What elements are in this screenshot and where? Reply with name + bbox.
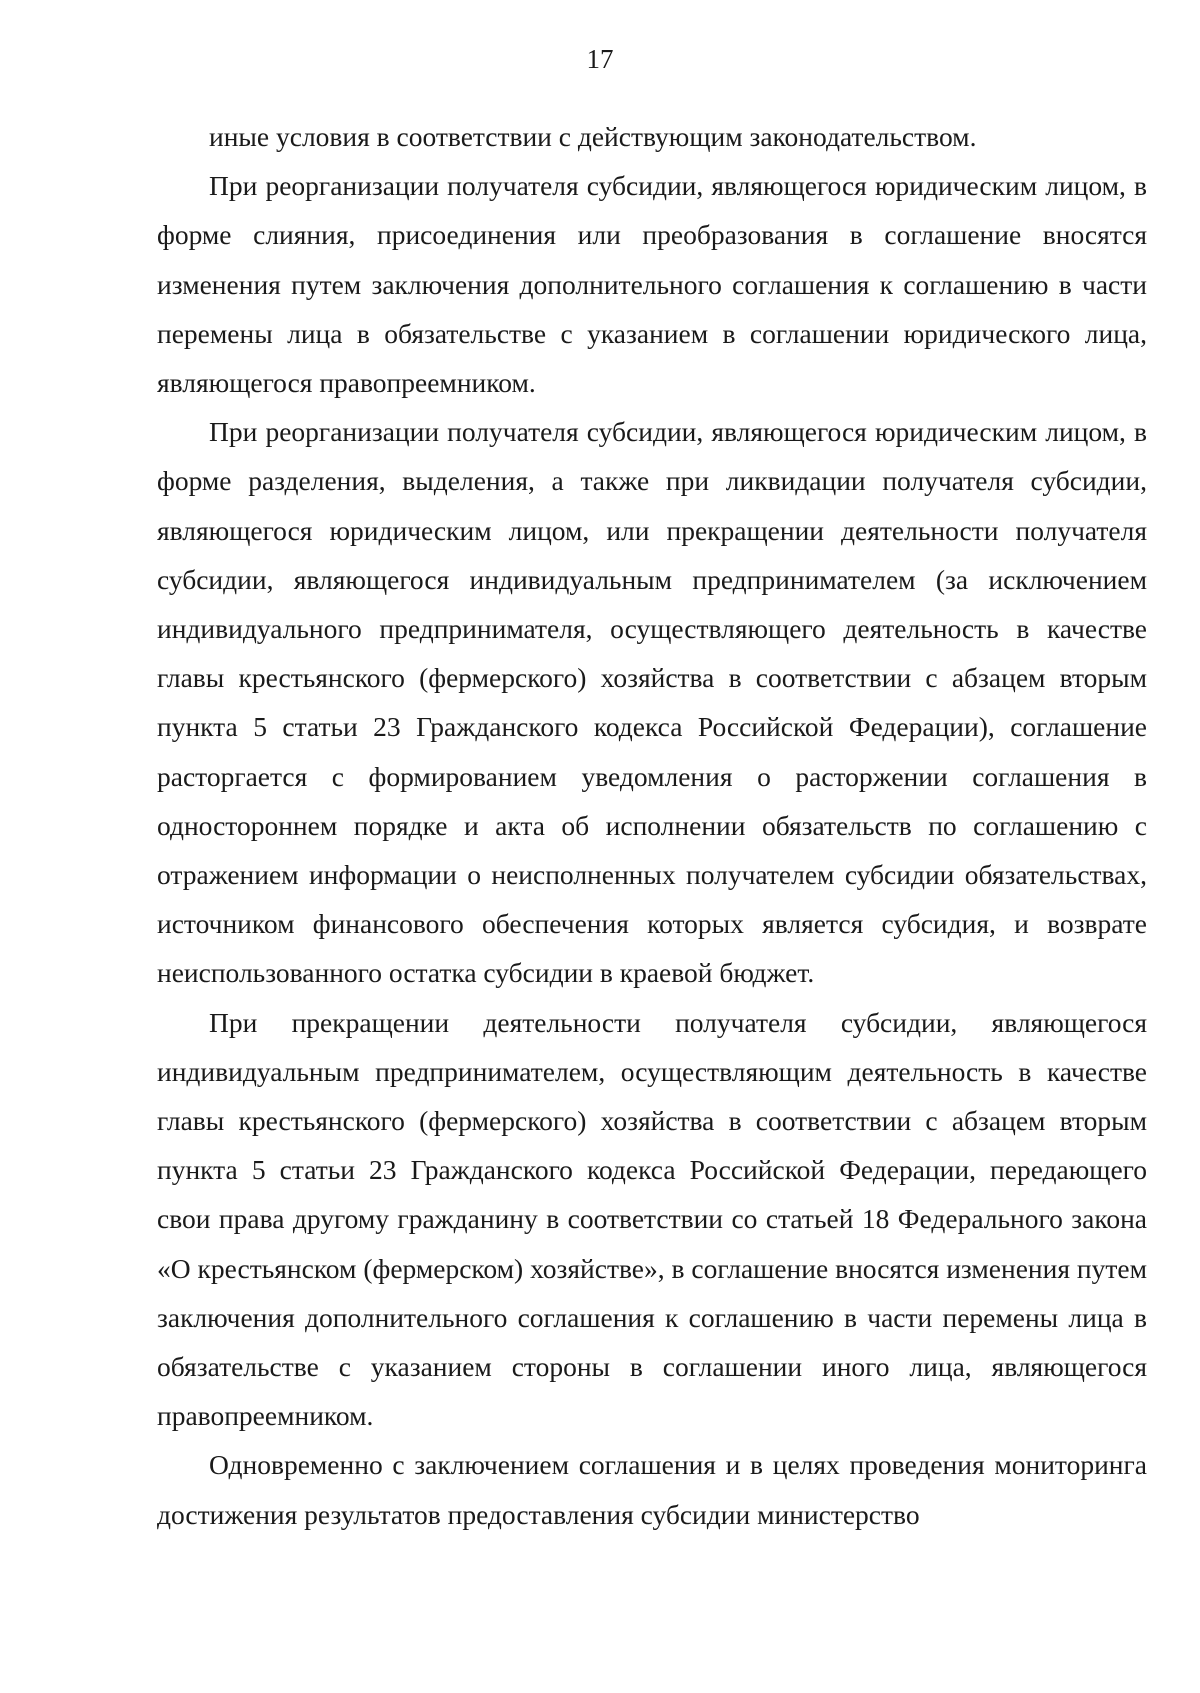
document-body <box>157 112 1147 1539</box>
paragraph-reorganization-merger: При реорганизации получателя субсидии, являющегося юридическим лицом, в форме слияния, присоединения или преобразования в соглашение вносятся изменения путем заключения дополнительного соглашения к соглашению в части перемены лица в обязательстве с указанием в соглашении юридического лица, являющегося правопреемником. <box>157 170 1147 399</box>
paragraph-continuation: иные условия в соответствии с действующим законодательством. <box>209 121 977 152</box>
paragraph-reorganization-division: При реорганизации получателя субсидии, являющегося юридическим лицом, в форме разделения, выделения, а также при ликвидации получателя субсидии, являющегося юридическим лицом, или прекращении деятельности получателя субсидии, являющегося индивидуальным предпринимателем (за исключением индивидуального предпринимателя, осуществляющего деятельность в качестве главы крестьянского (фермерского) хозяйства в соответствии с абзацем вторым пункта 5 статьи 23 Гражданского кодекса Российской Федерации), соглашение расторгается с формированием уведомления о расторжении соглашения в одностороннем порядке и акта об исполнении обязательств по соглашению с отражением информации о неисполненных получателем субсидии обязательствах, источником финансового обеспечения которых является субсидия, и возврате неиспользованного остатка субсидии в краевой бюджет. <box>157 416 1147 989</box>
paragraph-farm-head-termination: При прекращении деятельности получателя субсидии, являющегося индивидуальным предпринимателем, осуществляющим деятельность в качестве главы крестьянского (фермерского) хозяйства в соответствии с абзацем вторым пункта 5 статьи 23 Гражданского кодекса Российской Федерации, передающего свои права другому гражданину в соответствии со статьей 18 Федерального закона «О крестьянском (фермерском) хозяйстве», в соглашение вносятся изменения путем заключения дополнительного соглашения к соглашению в части перемены лица в обязательстве с указанием стороны в соглашении иного лица, являющегося правопреемником. <box>157 1006 1147 1432</box>
paragraph-monitoring: Одновременно с заключением соглашения и в целях проведения мониторинга достижения результатов предоставления субсидии министерство <box>157 1449 1147 1530</box>
page-number: 17 <box>586 44 614 74</box>
